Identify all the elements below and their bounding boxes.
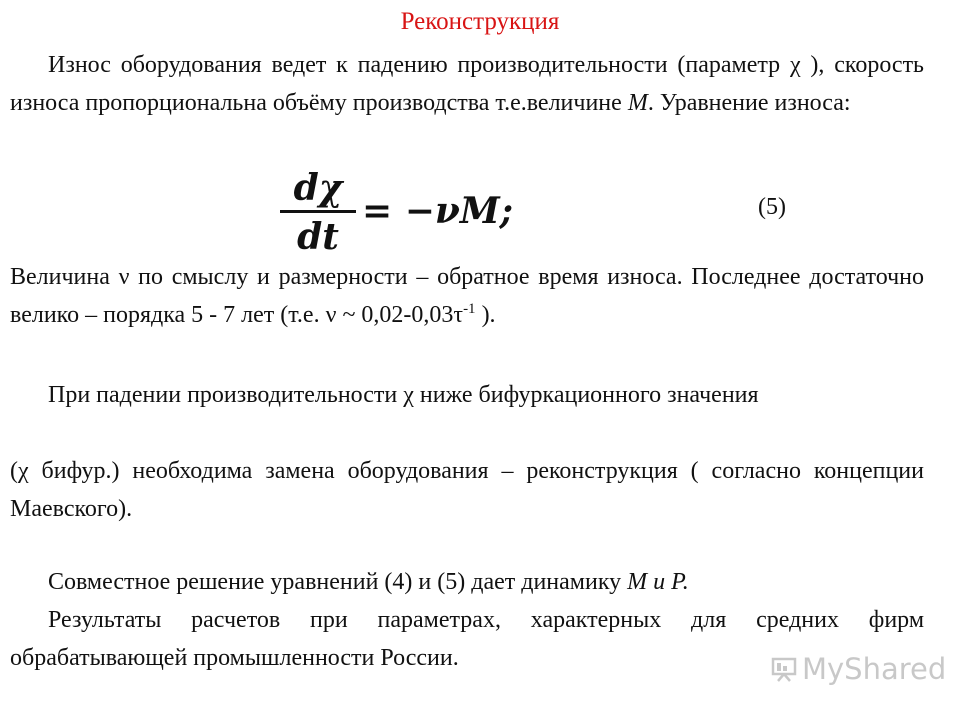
- nu-superscript: -1: [463, 301, 476, 317]
- equation-rhs: = −νM;: [362, 190, 513, 232]
- slide-title: Реконструкция: [400, 8, 560, 35]
- equation-fraction: [280, 168, 356, 257]
- bifurcation-paragraph-2: (χ бифур.) необходима замена оборудования – реконструкция ( согласно концепции Маевского).: [10, 458, 924, 522]
- watermark-text: MyShared: [802, 652, 947, 686]
- watermark: [770, 652, 946, 686]
- intro-var-m: M: [627, 90, 648, 116]
- intro-paragraph: [10, 46, 924, 122]
- joint-text: Совместное решение уравнений (4) и (5) дает динамику: [48, 569, 628, 595]
- equation-denominator: dt: [297, 216, 339, 258]
- joint-vars: M и P.: [627, 569, 689, 595]
- results-paragraph: Результаты расчетов при параметрах, характерных для средних фирм обрабатывающей промышленности России.: [10, 607, 924, 671]
- equation-numerator: dχ: [293, 167, 343, 209]
- intro-text-1: Износ оборудования ведет к падению производительности (параметр χ ), скорость износа пропорциональна объёму производства т.е.величине: [10, 52, 924, 116]
- fraction-bar: [280, 210, 356, 213]
- joint-solution-paragraph: [10, 563, 924, 601]
- equation-number: (5): [758, 194, 786, 220]
- presentation-icon: [770, 655, 798, 683]
- intro-text-2: . Уравнение износа:: [647, 90, 851, 116]
- nu-text: Величина ν по смыслу и размерности – обратное время износа. Последнее достаточно велико – порядка 5 - 7 лет (т.е. ν ~ 0,02-0,03τ: [10, 264, 924, 328]
- nu-paragraph: [10, 258, 924, 334]
- wear-equation: [280, 168, 520, 260]
- nu-text-end: ).: [475, 302, 496, 328]
- bifurcation-paragraph-1: При падении производительности χ ниже бифуркационного значения: [48, 382, 759, 408]
